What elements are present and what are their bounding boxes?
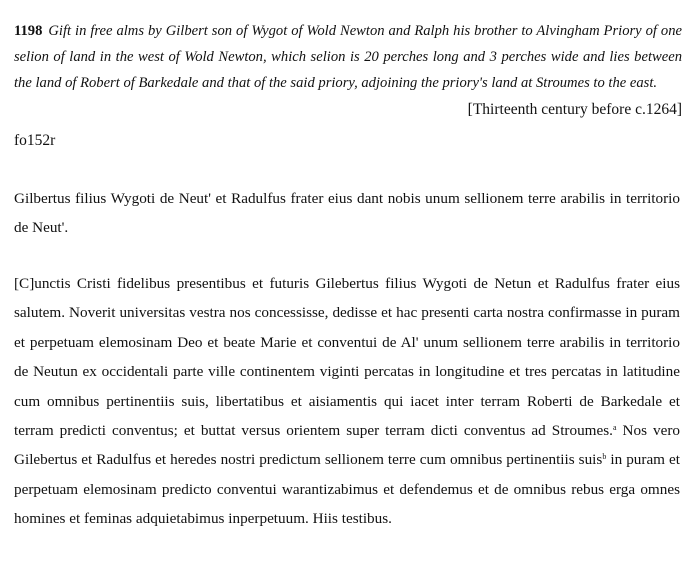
charter-text-part-2: Nos vero Gilebertus et Radulfus et heredes nostri predictum sellionem terre cum omnibus pertinentiis suis (14, 422, 680, 469)
entry-number: 1198 (14, 23, 43, 39)
entry-summary: Gift in free alms by Gilbert son of Wygot of Wold Newton and Ralph his brother to Alvingham Priory of one selion of land in the west of Wold Newton, which selion is 20 perches long and 3 perches wide and lies between the land of Robert of Barkedale and that of the said priory, adjoining the priory's land at Stroumes to the east. (14, 23, 682, 91)
entry-header (14, 18, 682, 96)
charter-text (14, 269, 680, 534)
entry-date: [Thirteenth century before c.1264] (467, 101, 682, 118)
charter-text-part-3: in puram et perpetuam elemosinam predicto conventui warantizabimus et defendemus et de omnibus rebus erga omnes homines et feminas adquietabimus inperpetuum. Hiis testibus. (14, 451, 680, 528)
footnote-marker-a: a (612, 423, 617, 433)
charter-text-part-1: [C]unctis Cristi fidelibus presentibus et futuris Gilebertus filius Wygoti de Netun et Radulfus frater eius salutem. Noverit universitas vestra nos concessisse, dedisse et hac presenti carta nostra confirmasse in puram et perpetuam elemosinam Deo et beate Marie et conventui de Al' unum sellionem terre arabilis in territorio de Neutun ex occidentali parte ville continentem viginti percatas in longitudine et tres percatas in latitudine cum omnibus pertinentiis suis, libertatibus et aisiamentis qui iacet inter terram Roberti de Barkedale et terram predicti conventus; et buttat versus orientem super terram dicti conventus ad Stroumes. (14, 275, 680, 440)
folio-reference: fo152r (14, 132, 56, 149)
latin-abstract: Gilbertus filius Wygoti de Neut' et Radulfus frater eius dant nobis unum sellionem terre arabilis in territorio de Neut'. (14, 190, 680, 236)
footnote-marker-b: b (602, 452, 607, 462)
